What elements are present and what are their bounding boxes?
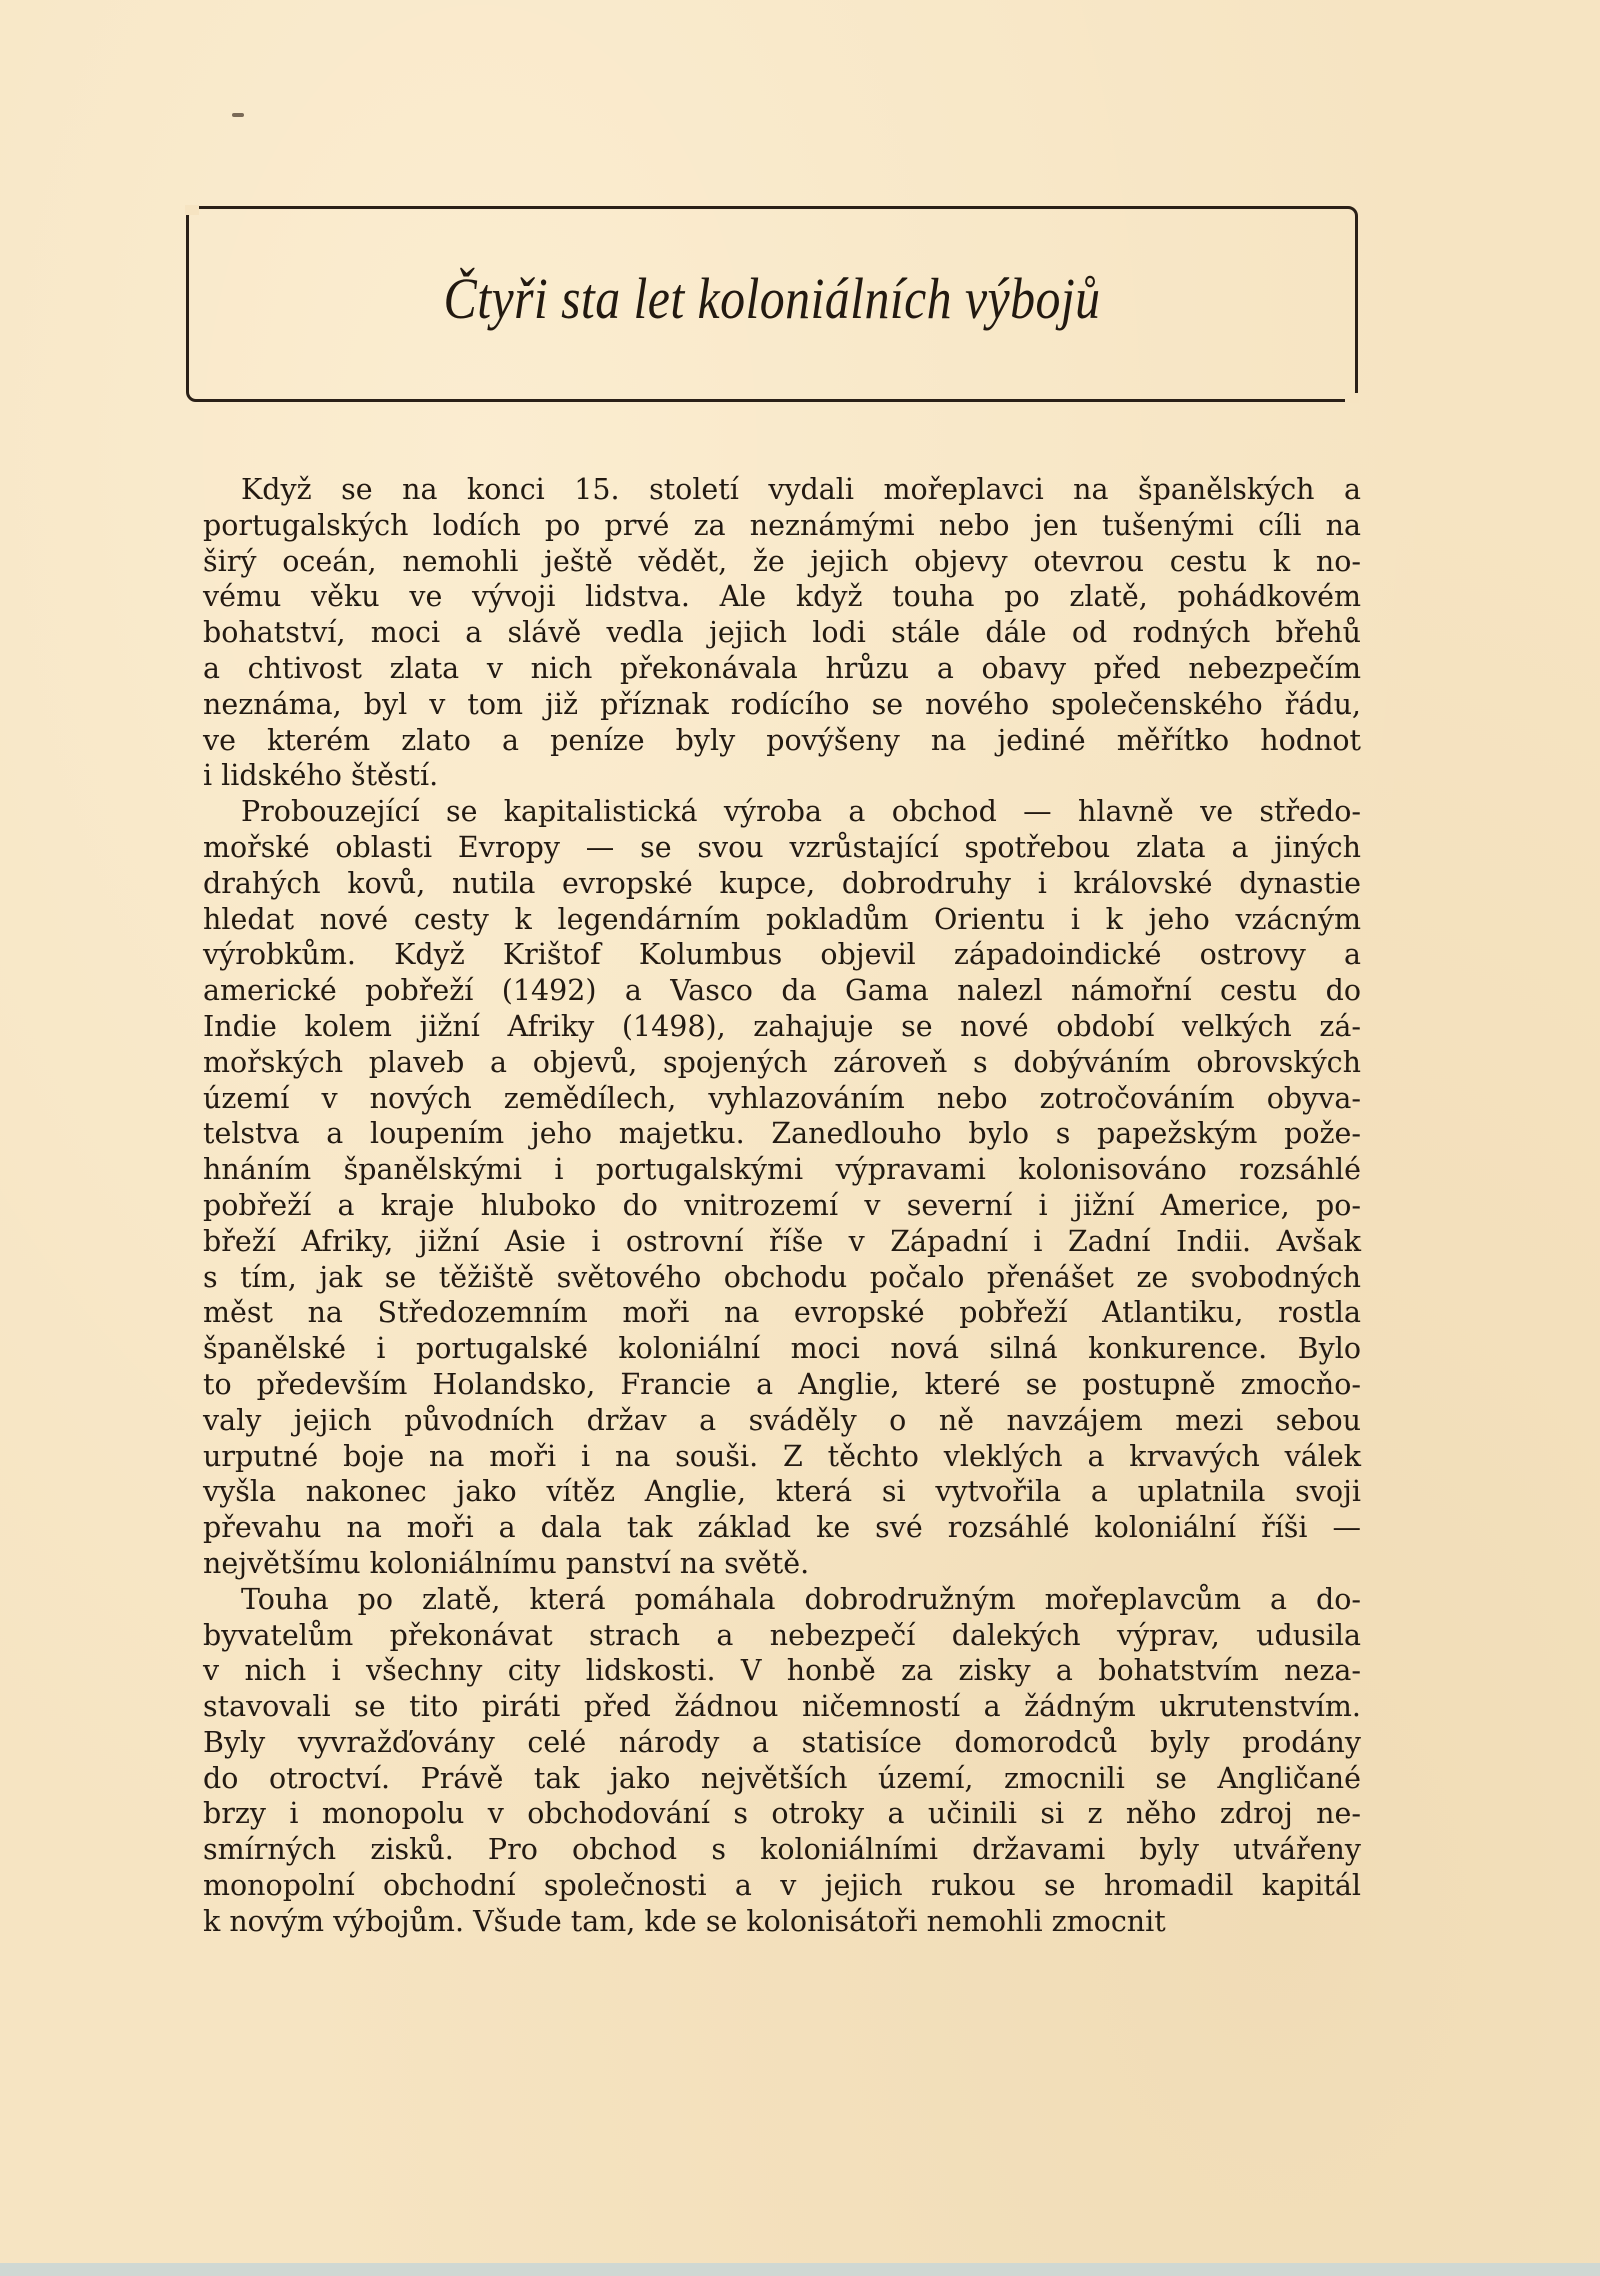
chapter-title: Čtyři sta let koloniálních výbojů bbox=[443, 266, 1101, 331]
text-line-content: Byly vyvražďovány celé národy a statisíce domorodců byly prodány bbox=[203, 1725, 1361, 1759]
text-line-content: španělské i portugalské koloniální moci nová silná konkurence. Bylo bbox=[203, 1332, 1361, 1366]
article-body bbox=[203, 472, 1361, 1940]
text-line-content: Touha po zlatě, která pomáhala dobrodružným mořeplavcům a do- bbox=[241, 1582, 1361, 1616]
text-line bbox=[203, 1904, 1361, 1940]
text-line bbox=[203, 544, 1361, 580]
text-line bbox=[203, 1009, 1361, 1045]
scan-bottom-edge bbox=[0, 2263, 1600, 2276]
text-line-content: Když se na konci 15. století vydali mořeplavci na španělských a bbox=[241, 473, 1361, 506]
text-line bbox=[203, 615, 1361, 651]
text-line-content: americké pobřeží (1492) a Vasco da Gama nalezl námořní cestu do bbox=[203, 974, 1361, 1008]
text-line bbox=[203, 1295, 1361, 1331]
text-line-content: telstva a loupením jeho majetku. Zanedlouho bylo s papežským pože- bbox=[203, 1117, 1361, 1151]
text-line-content: hledat nové cesty k legendárním pokladům Orientu i k jeho vzácným bbox=[203, 902, 1361, 936]
text-line bbox=[203, 687, 1361, 723]
text-line-content: výrobkům. Když Krištof Kolumbus objevil západoindické ostrovy a bbox=[203, 938, 1361, 972]
text-line-content: valy jejich původních držav a sváděly o ně navzájem mezi sebou bbox=[203, 1403, 1361, 1437]
frame-gap-bottom-right bbox=[1345, 393, 1359, 403]
text-line bbox=[203, 794, 1361, 830]
text-line-content: území v nových zemědílech, vyhlazováním nebo zotročováním obyva- bbox=[203, 1081, 1361, 1115]
text-line bbox=[203, 758, 1361, 794]
text-line-content: byvatelům překonávat strach a nebezpečí dalekých výprav, udusila bbox=[203, 1618, 1361, 1652]
text-line-content: portugalských lodích po prvé za neznámými nebo jen tušenými cíli na bbox=[203, 508, 1361, 542]
text-line bbox=[203, 866, 1361, 902]
text-line-content: mořské oblasti Evropy — se svou vzrůstající spotřebou zlata a jiných bbox=[203, 830, 1361, 864]
text-line bbox=[203, 1188, 1361, 1224]
text-line bbox=[203, 1331, 1361, 1367]
text-line-content: drahých kovů, nutila evropské kupce, dobrodruhy i královské dynastie bbox=[203, 866, 1361, 900]
text-line-content: to především Holandsko, Francie a Anglie, které se postupně zmocňo- bbox=[203, 1367, 1361, 1401]
text-line-content: smírných zisků. Pro obchod s koloniálními državami byly utvářeny bbox=[203, 1833, 1361, 1867]
text-line-content: břeží Afriky, jižní Asie i ostrovní říše v Západní i Zadní Indii. Avšak bbox=[203, 1224, 1361, 1258]
text-line bbox=[203, 1081, 1361, 1117]
text-line bbox=[203, 1403, 1361, 1439]
text-line-content: vému věku ve vývoji lidstva. Ale když touha po zlatě, pohádkovém bbox=[203, 580, 1361, 614]
text-line bbox=[203, 472, 1361, 508]
text-line bbox=[203, 1546, 1361, 1582]
text-line-content: brzy i monopolu v obchodování s otroky a učinili si z něho zdroj ne- bbox=[203, 1797, 1361, 1831]
text-line-content: monopolní obchodní společnosti a v jejich rukou se hromadil kapitál bbox=[203, 1869, 1361, 1903]
text-line bbox=[203, 1367, 1361, 1403]
text-line-content: širý oceán, nemohli ještě vědět, že jejich objevy otevrou cestu k no- bbox=[203, 544, 1361, 578]
text-line bbox=[203, 1689, 1361, 1725]
text-line-content: i lidského štěstí. bbox=[203, 759, 439, 793]
text-line-content: urputné boje na moři i na souši. Z těchto vleklých a krvavých válek bbox=[203, 1439, 1361, 1473]
text-line-content: největšímu koloniálnímu panství na světě. bbox=[203, 1546, 810, 1580]
text-line-content: převahu na moři a dala tak základ ke své rozsáhlé koloniální říši — bbox=[203, 1511, 1361, 1545]
text-line bbox=[203, 508, 1361, 544]
frame-gap-top-left bbox=[185, 205, 199, 215]
text-line-content: mořských plaveb a objevů, spojených zároveň s dobýváním obrovských bbox=[203, 1045, 1361, 1079]
text-line bbox=[203, 1796, 1361, 1832]
paragraph bbox=[203, 472, 1361, 794]
text-line-content: měst na Středozemním moři na evropské pobřeží Atlantiku, rostla bbox=[203, 1296, 1361, 1330]
text-line-content: hnáním španělskými i portugalskými výpravami kolonisováno rozsáhlé bbox=[203, 1153, 1361, 1187]
text-line bbox=[203, 1152, 1361, 1188]
text-line-content: a chtivost zlata v nich překonávala hrůzu a obavy před nebezpečím bbox=[203, 651, 1361, 685]
text-line bbox=[203, 1510, 1361, 1546]
text-line bbox=[203, 1224, 1361, 1260]
text-line bbox=[203, 1761, 1361, 1797]
text-line-content: v nich i všechny city lidskosti. V honbě za zisky a bohatstvím neza- bbox=[203, 1654, 1361, 1688]
text-line bbox=[203, 723, 1361, 759]
paragraph bbox=[203, 794, 1361, 1582]
text-line-content: neznáma, byl v tom již příznak rodícího se nového společenského řádu, bbox=[203, 687, 1361, 721]
text-line bbox=[203, 1832, 1361, 1868]
text-line bbox=[203, 902, 1361, 938]
text-line-content: vyšla nakonec jako vítěz Anglie, která si vytvořila a uplatnila svoji bbox=[203, 1475, 1361, 1509]
text-line-content: bohatství, moci a slávě vedla jejich lodi stále dále od rodných břehů bbox=[203, 616, 1361, 650]
paragraph bbox=[203, 1582, 1361, 1940]
text-line-content: Indie kolem jižní Afriky (1498), zahajuje se nové období velkých zá- bbox=[203, 1009, 1361, 1043]
text-line-content: do otroctví. Právě tak jako největších území, zmocnili se Angličané bbox=[203, 1761, 1361, 1795]
text-line-content: pobřeží a kraje hluboko do vnitrozemí v severní i jižní Americe, po- bbox=[203, 1188, 1361, 1222]
text-line bbox=[203, 830, 1361, 866]
text-line bbox=[203, 1618, 1361, 1654]
text-line bbox=[203, 1582, 1361, 1618]
text-line bbox=[203, 1045, 1361, 1081]
text-line-content: ve kterém zlato a peníze byly povýšeny na jediné měřítko hodnot bbox=[203, 723, 1361, 757]
text-line bbox=[203, 1653, 1361, 1689]
text-line bbox=[203, 1868, 1361, 1904]
text-line bbox=[203, 937, 1361, 973]
text-line-content: Probouzející se kapitalistická výroba a obchod — hlavně ve středo- bbox=[241, 795, 1361, 829]
text-line bbox=[203, 1116, 1361, 1152]
paper-speck bbox=[232, 113, 244, 117]
text-line-content: k novým výbojům. Všude tam, kde se kolonisátoři nemohli zmocnit bbox=[203, 1904, 1166, 1938]
text-line bbox=[203, 1725, 1361, 1761]
text-line bbox=[203, 973, 1361, 1009]
title-frame bbox=[186, 206, 1358, 402]
text-line bbox=[203, 579, 1361, 615]
text-line bbox=[203, 1260, 1361, 1296]
text-line-content: stavovali se tito piráti před žádnou ničemností a žádným ukrutenstvím. bbox=[203, 1690, 1361, 1724]
text-line bbox=[203, 1439, 1361, 1475]
text-line bbox=[203, 651, 1361, 687]
text-line bbox=[203, 1474, 1361, 1510]
text-line-content: s tím, jak se těžiště světového obchodu počalo přenášet ze svobodných bbox=[203, 1260, 1361, 1294]
